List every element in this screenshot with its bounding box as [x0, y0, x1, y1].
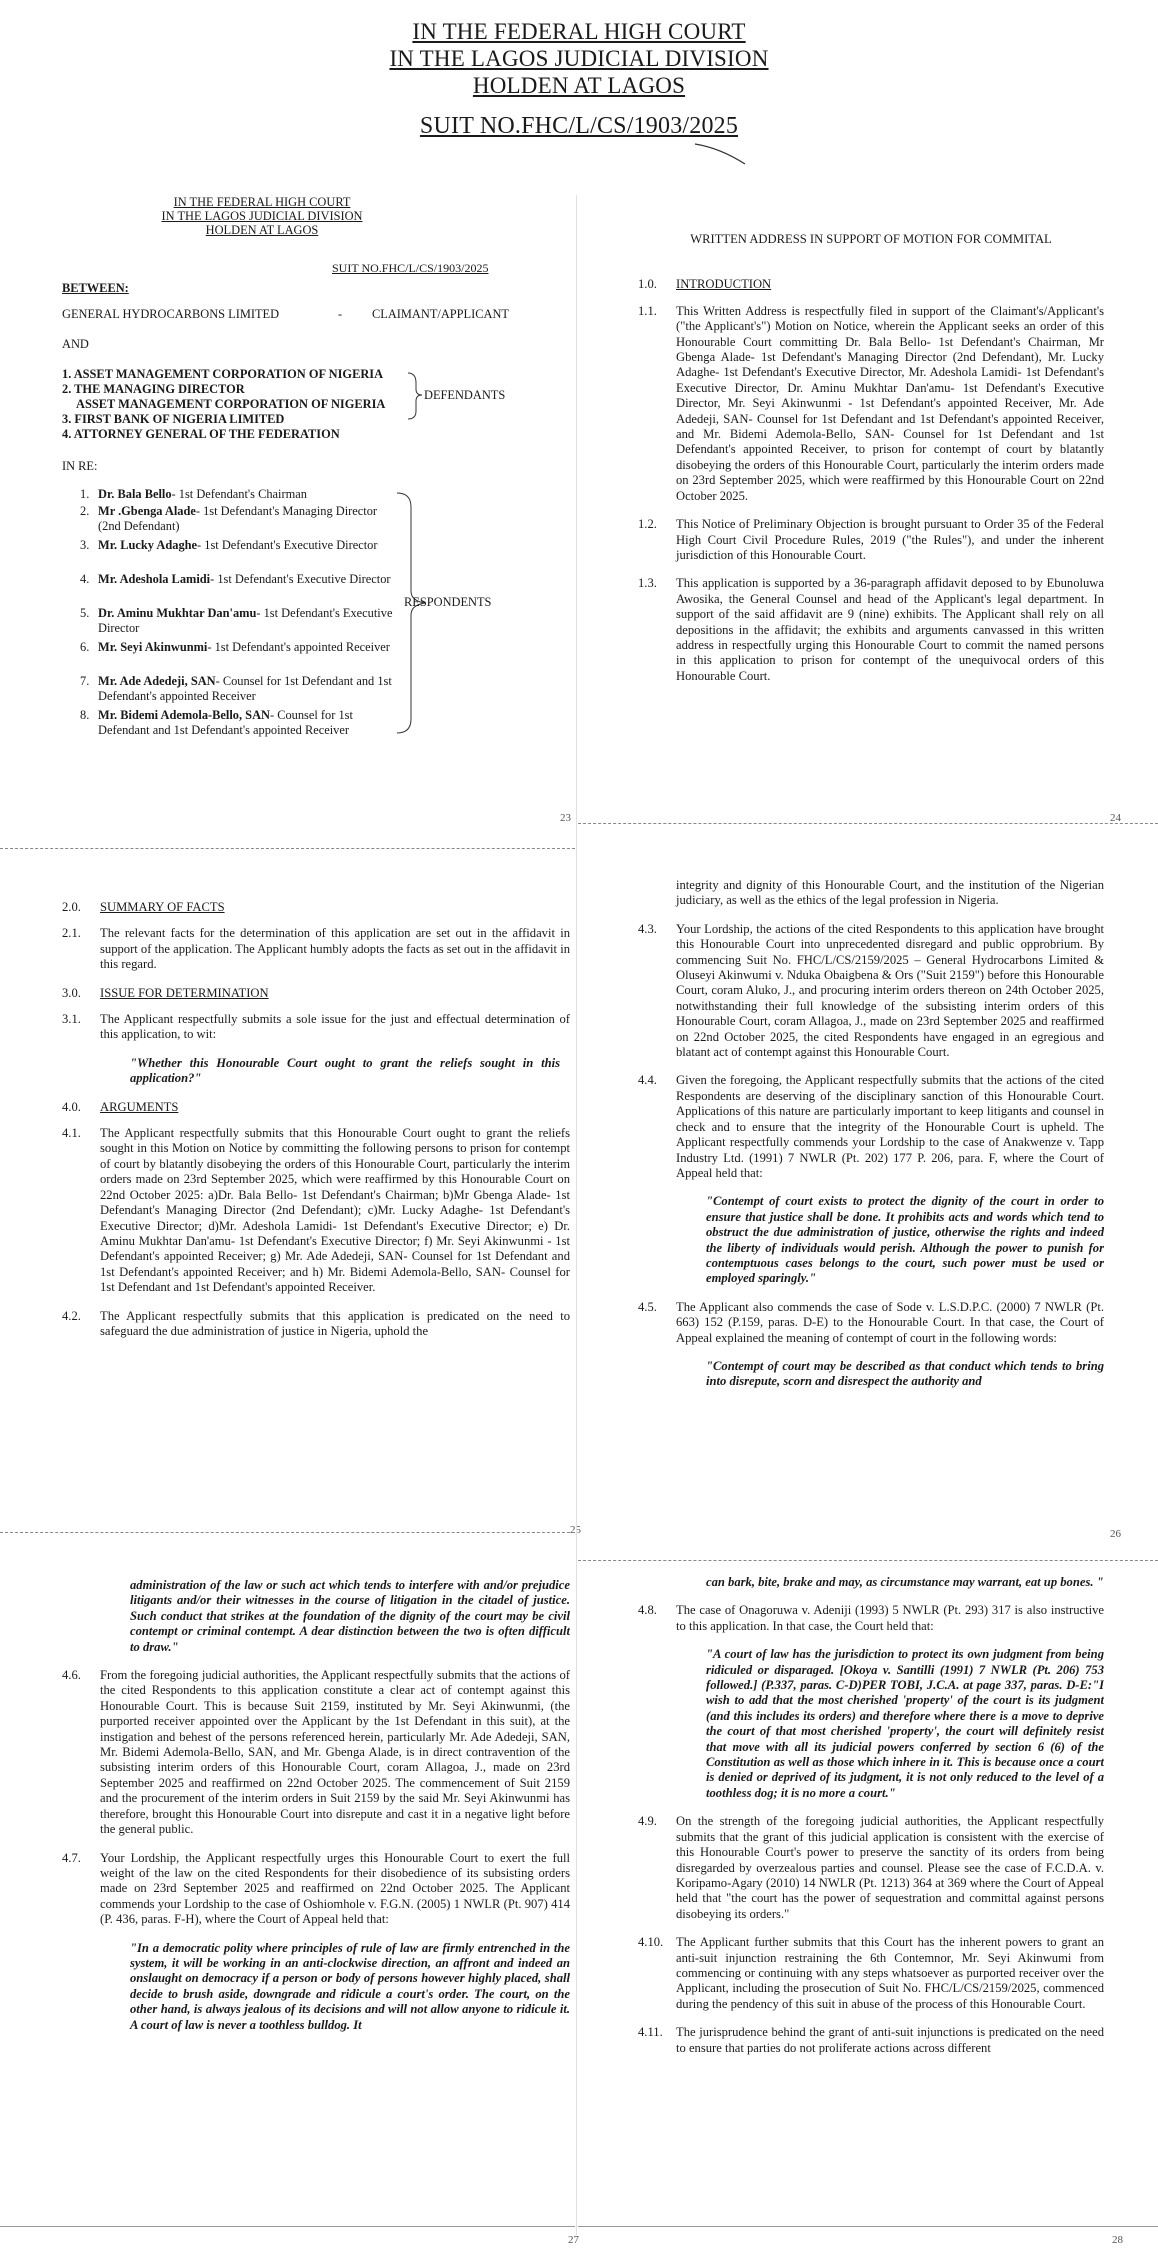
court-holden: HOLDEN AT LAGOS	[472, 73, 686, 98]
para-4-1: 4.1. The Applicant respectfully submits that this Honourable Court ought to grant the reliefs sought in this Motion on Notice by committing the following persons to prison for contempt of court by blatantly disobeying the orders of this Honourable Court, particularly the interim orders made on 23rd September 2025, which were reaffirmed by this Honourable Court on 22nd October 2025: a)Dr. Bala Bello- 1st Defendant's Chairman; b)Mr Gbenga Alade- 1st Defendant's Managing Director (2nd Defendant); c)Mr. Lucky Adaghe- 1st Defendant's Executive Director; d)Mr. Adeshola Lamidi- 1st Defendant's Executive Director; e) Dr. Aminu Mukhtar Dan'amu- 1st Defendant's Executive Director; f) Mr. Seyi Akinwunmi - 1st Defendant's appointed Receiver; g) Mr. Ade Adedeji, SAN- Counsel for 1st Defendant and 1st Defendant's appointed Receiver; and h) Mr. Bidemi Ademola-Bello, SAN- Counsel for 1st Defendant and 1st Defendant's appointed Receiver.	[62, 1126, 570, 1295]
and-label: AND	[62, 337, 89, 351]
page-divider	[578, 1560, 1158, 1561]
cover-court-header	[122, 195, 402, 237]
para-4-4: 4.4. Given the foregoing, the Applicant respectfully submits that the actions of the cited Respondents are deserving of the disciplinary sanction of this Honourable Court. Applications of this nature are particularly important to keep litigants and counsel in check and to ensure that the integrity of the Honourable Court is upheld. The Applicant respectfully commends your Lordship to the case of Anakwenze v. Tapp Industry Ltd. (1991) 7 NWLR (Pt. 202) 177 P. 206, para. F, where the Court of Appeal held that:	[638, 1073, 1104, 1180]
suit-number: SUIT NO.FHC/L/CS/1903/2025	[419, 113, 739, 139]
page-number-28: 28	[1112, 2234, 1123, 2246]
respondent-item: 8. Mr. Bidemi Ademola-Bello, SAN- Counsel for 1st Defendant and 1st Defendant's appointed Receiver	[80, 708, 353, 737]
para-4-2-continued: integrity and dignity of this Honourable Court, and the institution of the Nigerian judiciary, as well as the ethics of the legal profession in Nigeria.	[676, 878, 1104, 908]
page-divider	[0, 848, 575, 849]
quote-sode-continued: administration of the law or such act which tends to interfere with and/or prejudice litigants and/or their witnesses in the course of litigation in the citadel of justice. Such conduct that strikes at the foundation of the dignity of the court may be civil contempt or criminal contempt. A dear distinction between the two is often difficult to draw."	[130, 1578, 570, 1654]
defendants-label: DEFENDANTS	[424, 388, 506, 402]
quote-onagoruwa: "A court of law has the jurisdiction to protect its own judgment from being ridiculed or disparaged. [Okoya v. Santilli (1991) 7 NWLR (Pt. 206) 753 followed.] (P.337, paras. C-D)PER TOBI, J.C.A. at page 337, paras. D-E:"I wish to add that the most cherished 'property' of the court is its judgment (and this includes its orders) and therefore where there is a move to deprive the court of that most cherished 'property', the court will definitely resist that move with all its judicial powers conferred by section 6 (6) of the Constitution as well as those which inhere in it. This is because once a court is denied or deprived of its judgment, it is not only reduced to the level of a toothless dog; it is no more a court."	[706, 1647, 1104, 1800]
quote-oshiomhole: "In a democratic polity where principles of rule of law are firmly entrenched in the system, it will be working in an anti-clockwise direction, an affront and indeed an onslaught on democracy if a person or body of persons however highly placed, shall decide to brush aside, downgrade and ridicule a court's order. The court, on the other hand, is always jealous of its decisions and will not allow anyone to ridicule it. A court of law is never a toothless bulldog. It	[130, 1940, 570, 2032]
respondents-list	[80, 487, 400, 742]
page-number-24: 24	[1110, 812, 1121, 824]
para-4-6: 4.6. From the foregoing judicial authorities, the Applicant respectfully submits that the actions of the cited Respondents to this application constitute a clear act of contempt against this Honourable Court. This is because Suit 2159, instituted by Mr. Seyi Akinwunmi, (the purported receiver appointed over the Applicant by the 1st Defendant in this suit), at the instigation and behest of the persons referenced herein, particularly Mr. Ade Adedeji, SAN, Mr. Bidemi Ademola-Bello, SAN, and Mr. Gbenga Alade, is in direct contravention of the subsisting interim orders of this Honourable Court, coram Allagoa, J., made on 23rd September 2025 and reaffirmed on 22nd October 2025. The commencement of Suit 2159 and the procurement of the interim orders in Suit 2159 by the said Mr. Seyi Akinwunmi has therefore, brought this Honourable Court into disrepute and cast it in a negative light before the general public.	[62, 1668, 570, 1837]
quote-sode: "Contempt of court may be described as that conduct which tends to bring into disrepute, scorn and disrespect the authority and	[706, 1358, 1104, 1389]
respondent-item: 5. Dr. Aminu Mukhtar Dan'amu- 1st Defendant's Executive Director	[80, 606, 393, 635]
para-4-8: 4.8. The case of Onagoruwa v. Adeniji (1993) 5 NWLR (Pt. 293) 317 is also instructive to this application. In that case, the Court held that:	[638, 1603, 1104, 1633]
para-3-1: 3.1. The Applicant respectfully submits a sole issue for the just and effectual determination of this application, to wit:	[62, 1012, 570, 1042]
heading-introduction: 1.0. INTRODUCTION	[638, 277, 772, 292]
address-title: WRITTEN ADDRESS IN SUPPORT OF MOTION FOR COMMITAL	[690, 232, 1052, 246]
page-divider	[0, 2226, 575, 2227]
cover-court-line1: IN THE FEDERAL HIGH COURT	[173, 195, 351, 209]
page-23	[62, 195, 572, 770]
cover-court-line2: IN THE LAGOS JUDICIAL DIVISION	[161, 209, 363, 223]
para-4-11: 4.11. The jurisprudence behind the grant of anti-suit injunctions is predicated on the need to ensure that parties do not proliferate actions across different	[638, 2025, 1104, 2055]
page-number-25: 25	[570, 1524, 581, 1536]
defendant-2: 2. THE MANAGING DIRECTOR	[62, 382, 245, 396]
defendant-2b: ASSET MANAGEMENT CORPORATION OF NIGERIA	[76, 397, 386, 411]
page-number-26: 26	[1110, 1528, 1121, 1540]
court-title: IN THE FEDERAL HIGH COURT	[412, 19, 746, 44]
para-4-2: 4.2. The Applicant respectfully submits that this application is predicated on the need to safeguard the due administration of justice in Nigeria, uphold the	[62, 1308, 570, 1338]
respondent-item: 7. Mr. Ade Adedeji, SAN- Counsel for 1st Defendant and 1st Defendant's appointed Receiver	[80, 674, 392, 703]
respondent-item: 4. Mr. Adeshola Lamidi- 1st Defendant's Executive Director	[80, 572, 391, 586]
main-header	[0, 18, 1158, 140]
quote-oshiomhole-continued: can bark, bite, brake and may, as circumstance may warrant, eat up bones. "	[706, 1575, 1104, 1589]
column-gutter	[576, 195, 577, 2235]
claimant-name: GENERAL HYDROCARBONS LIMITED	[62, 307, 280, 321]
court-division: IN THE LAGOS JUDICIAL DIVISION	[389, 46, 769, 71]
defendants-bracket	[406, 371, 426, 421]
page-number-23: 23	[560, 812, 571, 824]
page-divider	[0, 1532, 575, 1533]
para-2-1: 2.1. The relevant facts for the determination of this application are set out in the affidavit in support of the application. The Applicant humbly adopts the facts as set out in the affidavit in this regard.	[62, 926, 570, 972]
respondent-item: 1. Dr. Bala Bello- 1st Defendant's Chairman	[80, 487, 307, 501]
respondents-bracket	[397, 491, 437, 741]
page-number-27: 27	[568, 2234, 579, 2246]
defendant-4: 4. ATTORNEY GENERAL OF THE FEDERATION	[62, 427, 340, 441]
respondents-label: RESPONDENTS	[404, 595, 492, 609]
heading-arguments: 4.0. ARGUMENTS	[62, 1099, 179, 1114]
quote-anakwenze: "Contempt of court exists to protect the dignity of the court in order to ensure that justice shall be done. It prohibits acts and words which tend to obstruct the due administration of justice, otherwise the rights and indeed the liberty of individuals would perish. Although the power to punish for contemptuous cases belongs to the court, such power must be used or employed sparingly."	[706, 1194, 1104, 1286]
page-24	[638, 232, 1104, 792]
respondent-item: 6. Mr. Seyi Akinwunmi- 1st Defendant's appointed Receiver	[80, 640, 390, 654]
in-re-label: IN RE:	[62, 459, 98, 473]
cover-suit-number: SUIT NO.FHC/L/CS/1903/2025	[332, 261, 489, 275]
page-25	[62, 900, 570, 1500]
between-label: BETWEEN:	[62, 281, 129, 295]
para-4-3: 4.3. Your Lordship, the actions of the cited Respondents to this application have brought this Honourable Court into unprecedented disregard and public opprobrium. By commencing Suit No. FHC/L/CS/2159/2025 – General Hydrocarbons Limited & Oluseyi Akinwumi v. Nduka Obaigbena & Ors ("Suit 2159") before this Honourable Court, coram Aluko, J., and procuring interim orders thereon on 24th October 2025, notwithstanding their full knowledge of the subsisting interim orders of this Honourable Court, coram Allagoa, J., made on 23rd September 2025 and reaffirmed on 22nd October 2025, the cited Respondents have engaged in an egregious and blatant act of contempt against this Honourable Court.	[638, 921, 1104, 1060]
respondent-item: 2. Mr .Gbenga Alade- 1st Defendant's Managing Director (2nd Defendant)	[80, 504, 378, 533]
page-28	[638, 1575, 1104, 2230]
para-1-2: 1.2. This Notice of Preliminary Objection is brought pursuant to Order 35 of the Federal High Court Civil Procedure Rules, 2019 ("the Rules"), and under the inherent jurisdiction of this Honourable Court.	[638, 517, 1104, 562]
page-27	[62, 1578, 570, 2228]
para-1-1: 1.1. This Written Address is respectfully filed in support of the Claimant's/Applicant's ("the Applicant's") Motion on Notice, wherein the Applicant seeks an order of this Honourable Court committing Dr. Bala Bello- 1st Defendant's Chairman, Mr Gbenga Alade- 1st Defendant's Managing Director (2nd Defendant), Mr. Lucky Adaghe- 1st Defendant's Executive Director, Mr. Adeshola Lamidi- 1st Defendant's Executive Director, Dr. Aminu Mukhtar Dan'amu- 1st Defendant's Executive Director, Mr. Seyi Akinwunmi - 1st Defendant's appointed Receiver, Mr. Ade Adedeji, SAN- Counsel for 1st Defendant and 1st Defendant's appointed Receiver, and Mr. Bidemi Ademola-Bello, SAN- Counsel for 1st Defendant and 1st Defendant's appointed Receiver, to prison for contempt of court by blatantly disobeying the orders of this Honourable Court, particularly the interim orders made on 23rd September 2025, which were reaffirmed by this Honourable Court on 22nd October 2025.	[638, 303, 1104, 503]
page-divider	[578, 2226, 1158, 2227]
page-divider	[578, 823, 1158, 824]
defendant-3: 3. FIRST BANK OF NIGERIA LIMITED	[62, 412, 285, 426]
cover-court-line3: HOLDEN AT LAGOS	[205, 223, 319, 237]
para-4-10: 4.10. The Applicant further submits that this Court has the inherent powers to grant an anti-suit injunction restraining the 6th Contemnor, Mr. Seyi Akinwumi from commencing or continuing with any steps whatsoever as purported receiver over the Applicant, including the prosecution of Suit No. FHC/L/CS/2159/2025, commenced during the pendency of this suit in abuse of the process of this Honourable Court.	[638, 1935, 1104, 2011]
defendant-1: 1. ASSET MANAGEMENT CORPORATION OF NIGERIA	[62, 367, 384, 381]
claimant-role: CLAIMANT/APPLICANT	[372, 307, 509, 321]
para-1-3: 1.3. This application is supported by a 36-paragraph affidavit deposed to by Ebunoluwa Awosika, the General Counsel and head of the Applicant's legal department. In support of the said affidavit are 9 (nine) exhibits. The Applicant shall rely on all depositions in the affidavit; the exhibits and arguments canvassed in this written address in respectfully urging this Honourable Court to commit the named persons in this application to prison for contempt of the unequivocal orders of this Honourable Court.	[638, 576, 1104, 683]
heading-issue: 3.0. ISSUE FOR DETERMINATION	[62, 985, 269, 1000]
para-4-7: 4.7. Your Lordship, the Applicant respectfully urges this Honourable Court to exert the full weight of the law on the cited Respondents for their disobedience of its subsisting orders made on 23rd September 2025 and reaffirmed on 22nd October 2025. The Applicant commends your Lordship to the case of Oshiomhole v. F.G.N. (2005) 1 NWLR (Pt. 907) 414 (P. 436, paras. F-H), where the Court of Appeal held that:	[62, 1850, 570, 1927]
claimant-dash: -	[338, 307, 343, 321]
issue-quote: "Whether this Honourable Court ought to grant the reliefs sought in this application?"	[130, 1055, 560, 1086]
page-26	[638, 878, 1104, 1518]
para-4-5: 4.5. The Applicant also commends the case of Sode v. L.S.D.P.C. (2000) 7 NWLR (Pt. 663) 152 (P.159, paras. D-E) to the Honourable Court. In that case, the Court of Appeal explained the meaning of contempt of court in the following words:	[638, 1299, 1104, 1345]
para-4-9: 4.9. On the strength of the foregoing judicial authorities, the Applicant respectfully submits that the grant of this judicial application is consistent with the exercise of this Honourable Court's power to preserve the sanctity of its orders from being disregarded by overzealous parties and counsel. Please see the case of F.C.D.A. v. Koripamo-Agary (2010) 14 NWLR (Pt. 1213) 364 at 369 where the Court of Appeal held that "the court has the power of sequestration and committal against persons disobeying its orders."	[638, 1814, 1104, 1921]
respondent-item: 3. Mr. Lucky Adaghe- 1st Defendant's Executive Director	[80, 538, 378, 552]
decorative-stroke	[690, 140, 760, 170]
heading-summary-of-facts: 2.0. SUMMARY OF FACTS	[62, 900, 225, 914]
